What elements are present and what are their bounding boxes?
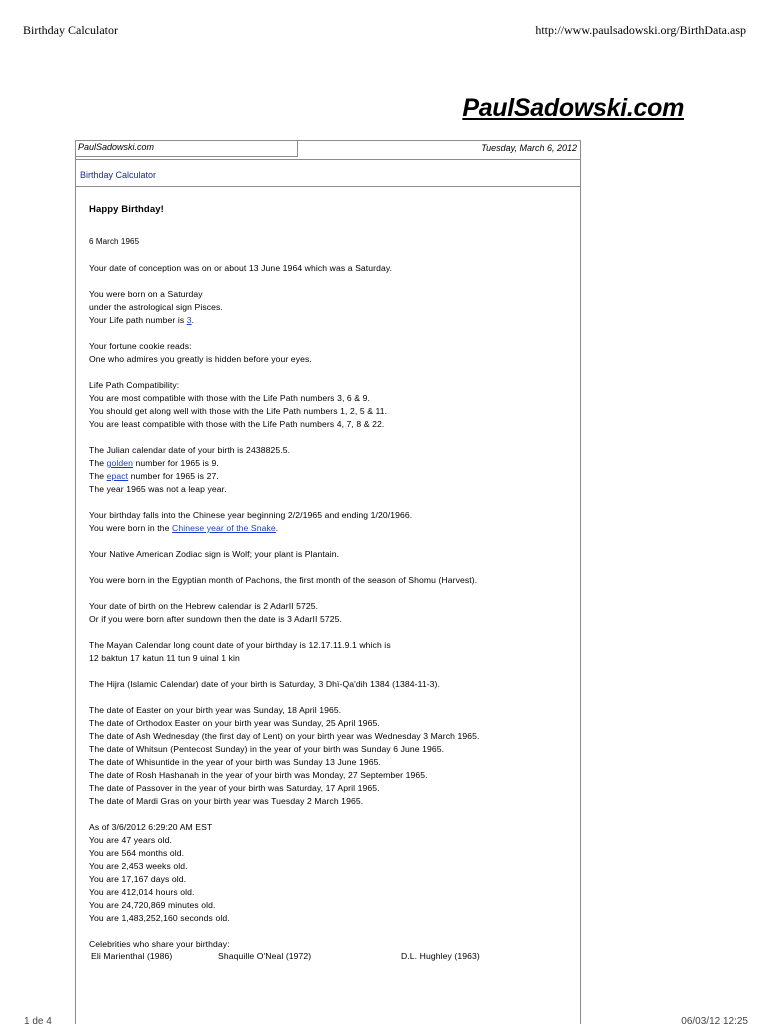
results-content	[89, 203, 569, 963]
celebrity-item: Shaquille O'Neal (1972)	[218, 951, 312, 961]
celebrities-title: Celebrities who share your birthday:	[89, 939, 230, 949]
compatibility-block	[89, 379, 569, 431]
mayan-date: The Mayan Calendar long count date of your birthday is 12.17.11.9.1 which is	[89, 640, 391, 650]
zodiac-sign: under the astrological sign Pisces.	[89, 302, 223, 312]
mayan-block	[89, 639, 569, 665]
golden-prefix: The	[89, 458, 107, 468]
breadcrumb	[76, 160, 580, 187]
age-line: You are 24,720,869 minutes old.	[89, 900, 216, 910]
holiday-line: The date of Whitsun (Pentecost Sunday) in the year of your birth was Sunday 6 June 1965.	[89, 744, 445, 754]
age-line: You are 2,453 weeks old.	[89, 861, 188, 871]
mayan-units: 12 baktun 17 katun 11 tun 9 uinal 1 kin	[89, 653, 240, 663]
celebrity-item: Eli Marienthal (1986)	[91, 951, 173, 961]
epact-suffix: number for 1965 is 27.	[128, 471, 219, 481]
calendar-block	[89, 444, 569, 496]
astrology-block	[89, 288, 569, 327]
egyptian-month: You were born in the Egyptian month of Pachons, the first month of the season of Shomu (Harvest).	[89, 575, 478, 585]
holiday-line: The date of Ash Wednesday (the first day of Lent) on your birth year was Wednesday 3 March 1965.	[89, 731, 480, 741]
conception-text: Your date of conception was on or about 13 June 1964 which was a Saturday.	[89, 263, 393, 273]
epact-prefix: The	[89, 471, 107, 481]
age-block	[89, 821, 569, 925]
page-frame	[75, 140, 581, 1024]
chinese-suffix: .	[275, 523, 279, 533]
compat-least: You are least compatible with those with the Life Path numbers 4, 7, 8 & 22.	[89, 419, 385, 429]
hebrew-date-alt: Or if you were born after sundown then the date is 3 AdarII 5725.	[89, 614, 343, 624]
celebrities-list	[89, 950, 569, 963]
print-url: http://www.paulsadowski.org/BirthData.asp	[535, 23, 746, 37]
compat-title: Life Path Compatibility:	[89, 380, 180, 390]
holiday-line: The date of Whisuntide in the year of your birth was Sunday 13 June 1965.	[89, 757, 382, 767]
epact-link[interactable]: epact	[106, 471, 129, 481]
holidays-block	[89, 704, 569, 808]
page-heading: Happy Birthday!	[89, 204, 164, 215]
life-path-link[interactable]: 3	[186, 315, 192, 325]
age-line: You are 17,167 days old.	[89, 874, 187, 884]
holiday-line: The date of Passover in the year of your birth was Saturday, 17 April 1965.	[89, 783, 380, 793]
born-day: You were born on a Saturday	[89, 289, 203, 299]
holiday-line: The date of Rosh Hashanah in the year of your birth was Monday, 27 September 1965.	[89, 770, 428, 780]
chinese-zodiac-link[interactable]: Chinese year of the Snake	[172, 523, 276, 533]
hebrew-date: Your date of birth on the Hebrew calendar is 2 AdarII 5725.	[89, 601, 319, 611]
compat-most: You are most compatible with those with the Life Path numbers 3, 6 & 9.	[89, 393, 370, 403]
print-timestamp: 06/03/12 12:25	[681, 1016, 748, 1027]
holiday-line: The date of Mardi Gras on your birth year was Tuesday 2 March 1965.	[89, 796, 364, 806]
leap-year: The year 1965 was not a leap year.	[89, 484, 227, 494]
age-line: As of 3/6/2012 6:29:20 AM EST	[89, 822, 213, 832]
age-line: You are 47 years old.	[89, 835, 173, 845]
chinese-block	[89, 509, 569, 535]
holiday-line: The date of Easter on your birth year was Sunday, 18 April 1965.	[89, 705, 342, 715]
chinese-year: Your birthday falls into the Chinese year beginning 2/2/1965 and ending 1/20/1966.	[89, 510, 413, 520]
life-path-suffix: .	[191, 315, 195, 325]
golden-suffix: number for 1965 is 9.	[133, 458, 219, 468]
age-line: You are 564 months old.	[89, 848, 185, 858]
life-path-prefix: Your Life path number is	[89, 315, 187, 325]
julian-date: The Julian calendar date of your birth is 2438825.5.	[89, 445, 291, 455]
native-zodiac: Your Native American Zodiac sign is Wolf; your plant is Plantain.	[89, 549, 340, 559]
site-name-box[interactable]: PaulSadowski.com	[75, 140, 298, 157]
birth-date: 6 March 1965	[89, 237, 140, 246]
celebrity-item: D.L. Hughley (1963)	[401, 951, 480, 961]
golden-link[interactable]: golden	[106, 458, 134, 468]
compat-along: You should get along well with those with the Life Path numbers 1, 2, 5 & 11.	[89, 406, 388, 416]
fortune-intro: Your fortune cookie reads:	[89, 341, 192, 351]
current-date: Tuesday, March 6, 2012	[481, 143, 577, 153]
fortune-block	[89, 340, 569, 366]
site-logo[interactable]: PaulSadowski.com	[462, 94, 684, 122]
print-title: Birthday Calculator	[23, 23, 118, 37]
hebrew-block	[89, 600, 569, 626]
top-bar	[76, 141, 580, 160]
page-count: 1 de 4	[24, 1016, 52, 1027]
fortune-text: One who admires you greatly is hidden before your eyes.	[89, 354, 312, 364]
hijra-date: The Hijra (Islamic Calendar) date of your birth is Saturday, 3 Dhï-Qa'dih 1384 (1384-11-3).	[89, 679, 440, 689]
holiday-line: The date of Orthodox Easter on your birth year was Sunday, 25 April 1965.	[89, 718, 380, 728]
age-line: You are 412,014 hours old.	[89, 887, 195, 897]
age-line: You are 1,483,252,160 seconds old.	[89, 913, 230, 923]
breadcrumb-label[interactable]: Birthday Calculator	[80, 170, 157, 180]
chinese-prefix: You were born in the	[89, 523, 173, 533]
